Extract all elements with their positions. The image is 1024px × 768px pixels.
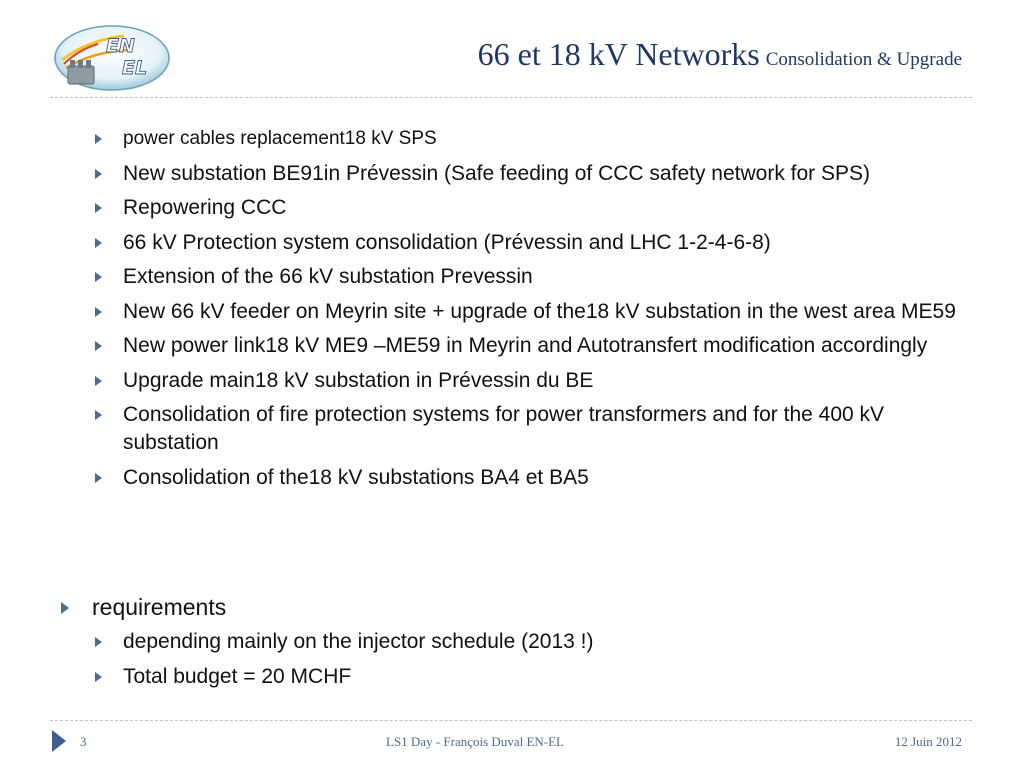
list-item-text: Extension of the 66 kV substation Prevessin [123,265,533,288]
list-item [90,367,970,395]
bullet-arrow-icon [95,272,102,282]
header-divider [50,97,972,98]
bullet-arrow-icon [95,637,102,647]
svg-text:EN: EN [106,35,135,57]
bullet-arrow-icon [95,672,102,682]
bullet-arrow-icon [95,238,102,248]
list-item-text: power cables replacement18 kV SPS [123,128,437,149]
title-main: 66 et 18 kV Networks [477,36,760,72]
bullet-arrow-icon [95,169,102,179]
bullet-arrow-icon [61,602,69,614]
project-list [90,125,970,498]
title-subtitle: Consolidation & Upgrade [765,49,962,70]
en-el-logo [48,20,172,94]
footer-date: 12 Juin 2012 [894,734,962,749]
slide-title [478,36,962,73]
page-number: 3 [80,734,87,749]
list-item [90,401,970,457]
list-item-text: Consolidation of fire protection systems for power transformers and for the 400 kV substation [123,403,885,454]
list-item-text: New power link18 kV ME9 –ME59 in Meyrin and Autotransfert modification accordingly [123,334,928,357]
list-item-text: Repowering CCC [123,196,287,219]
list-item [90,628,970,656]
bullet-arrow-icon [95,473,102,483]
footer-divider [50,720,972,721]
bullet-arrow-icon [95,134,102,144]
footer-arrow-icon [52,730,66,752]
list-item [90,464,970,492]
bullet-arrow-icon [95,410,102,420]
list-item-text: 66 kV Protection system consolidation (Prévessin and LHC 1-2-4-6-8) [123,230,771,254]
list-item-text: New 66 kV feeder on Meyrin site + upgrade of the18 kV substation in the west area ME59 [123,299,956,323]
list-item [90,160,970,188]
list-item [90,194,970,222]
list-item [90,298,970,326]
bullet-arrow-icon [95,376,102,386]
requirements-heading [58,592,958,622]
footer-presenter: LS1 Day - François Duval EN-EL [386,734,564,749]
bullet-arrow-icon [95,341,102,351]
list-item-text: New substation BE91in Prévessin (Safe feeding of CCC safety network for SPS) [123,161,871,185]
requirements-list [90,628,970,698]
list-item-text: Upgrade main18 kV substation in Prévessin du BE [123,368,594,392]
bullet-arrow-icon [95,307,102,317]
svg-text:EL: EL [122,57,148,79]
list-item [90,125,970,153]
list-item [90,332,970,360]
list-item-text: Total budget = 20 MCHF [123,665,352,688]
list-item [90,229,970,257]
requirements-label: requirements [92,594,227,620]
list-item [90,263,970,291]
list-item [90,663,970,691]
list-item-text: depending mainly on the injector schedule (2013 !) [123,630,594,653]
bullet-arrow-icon [95,203,102,213]
list-item-text: Consolidation of the18 kV substations BA4 et BA5 [123,465,589,489]
requirements-section [58,592,958,622]
